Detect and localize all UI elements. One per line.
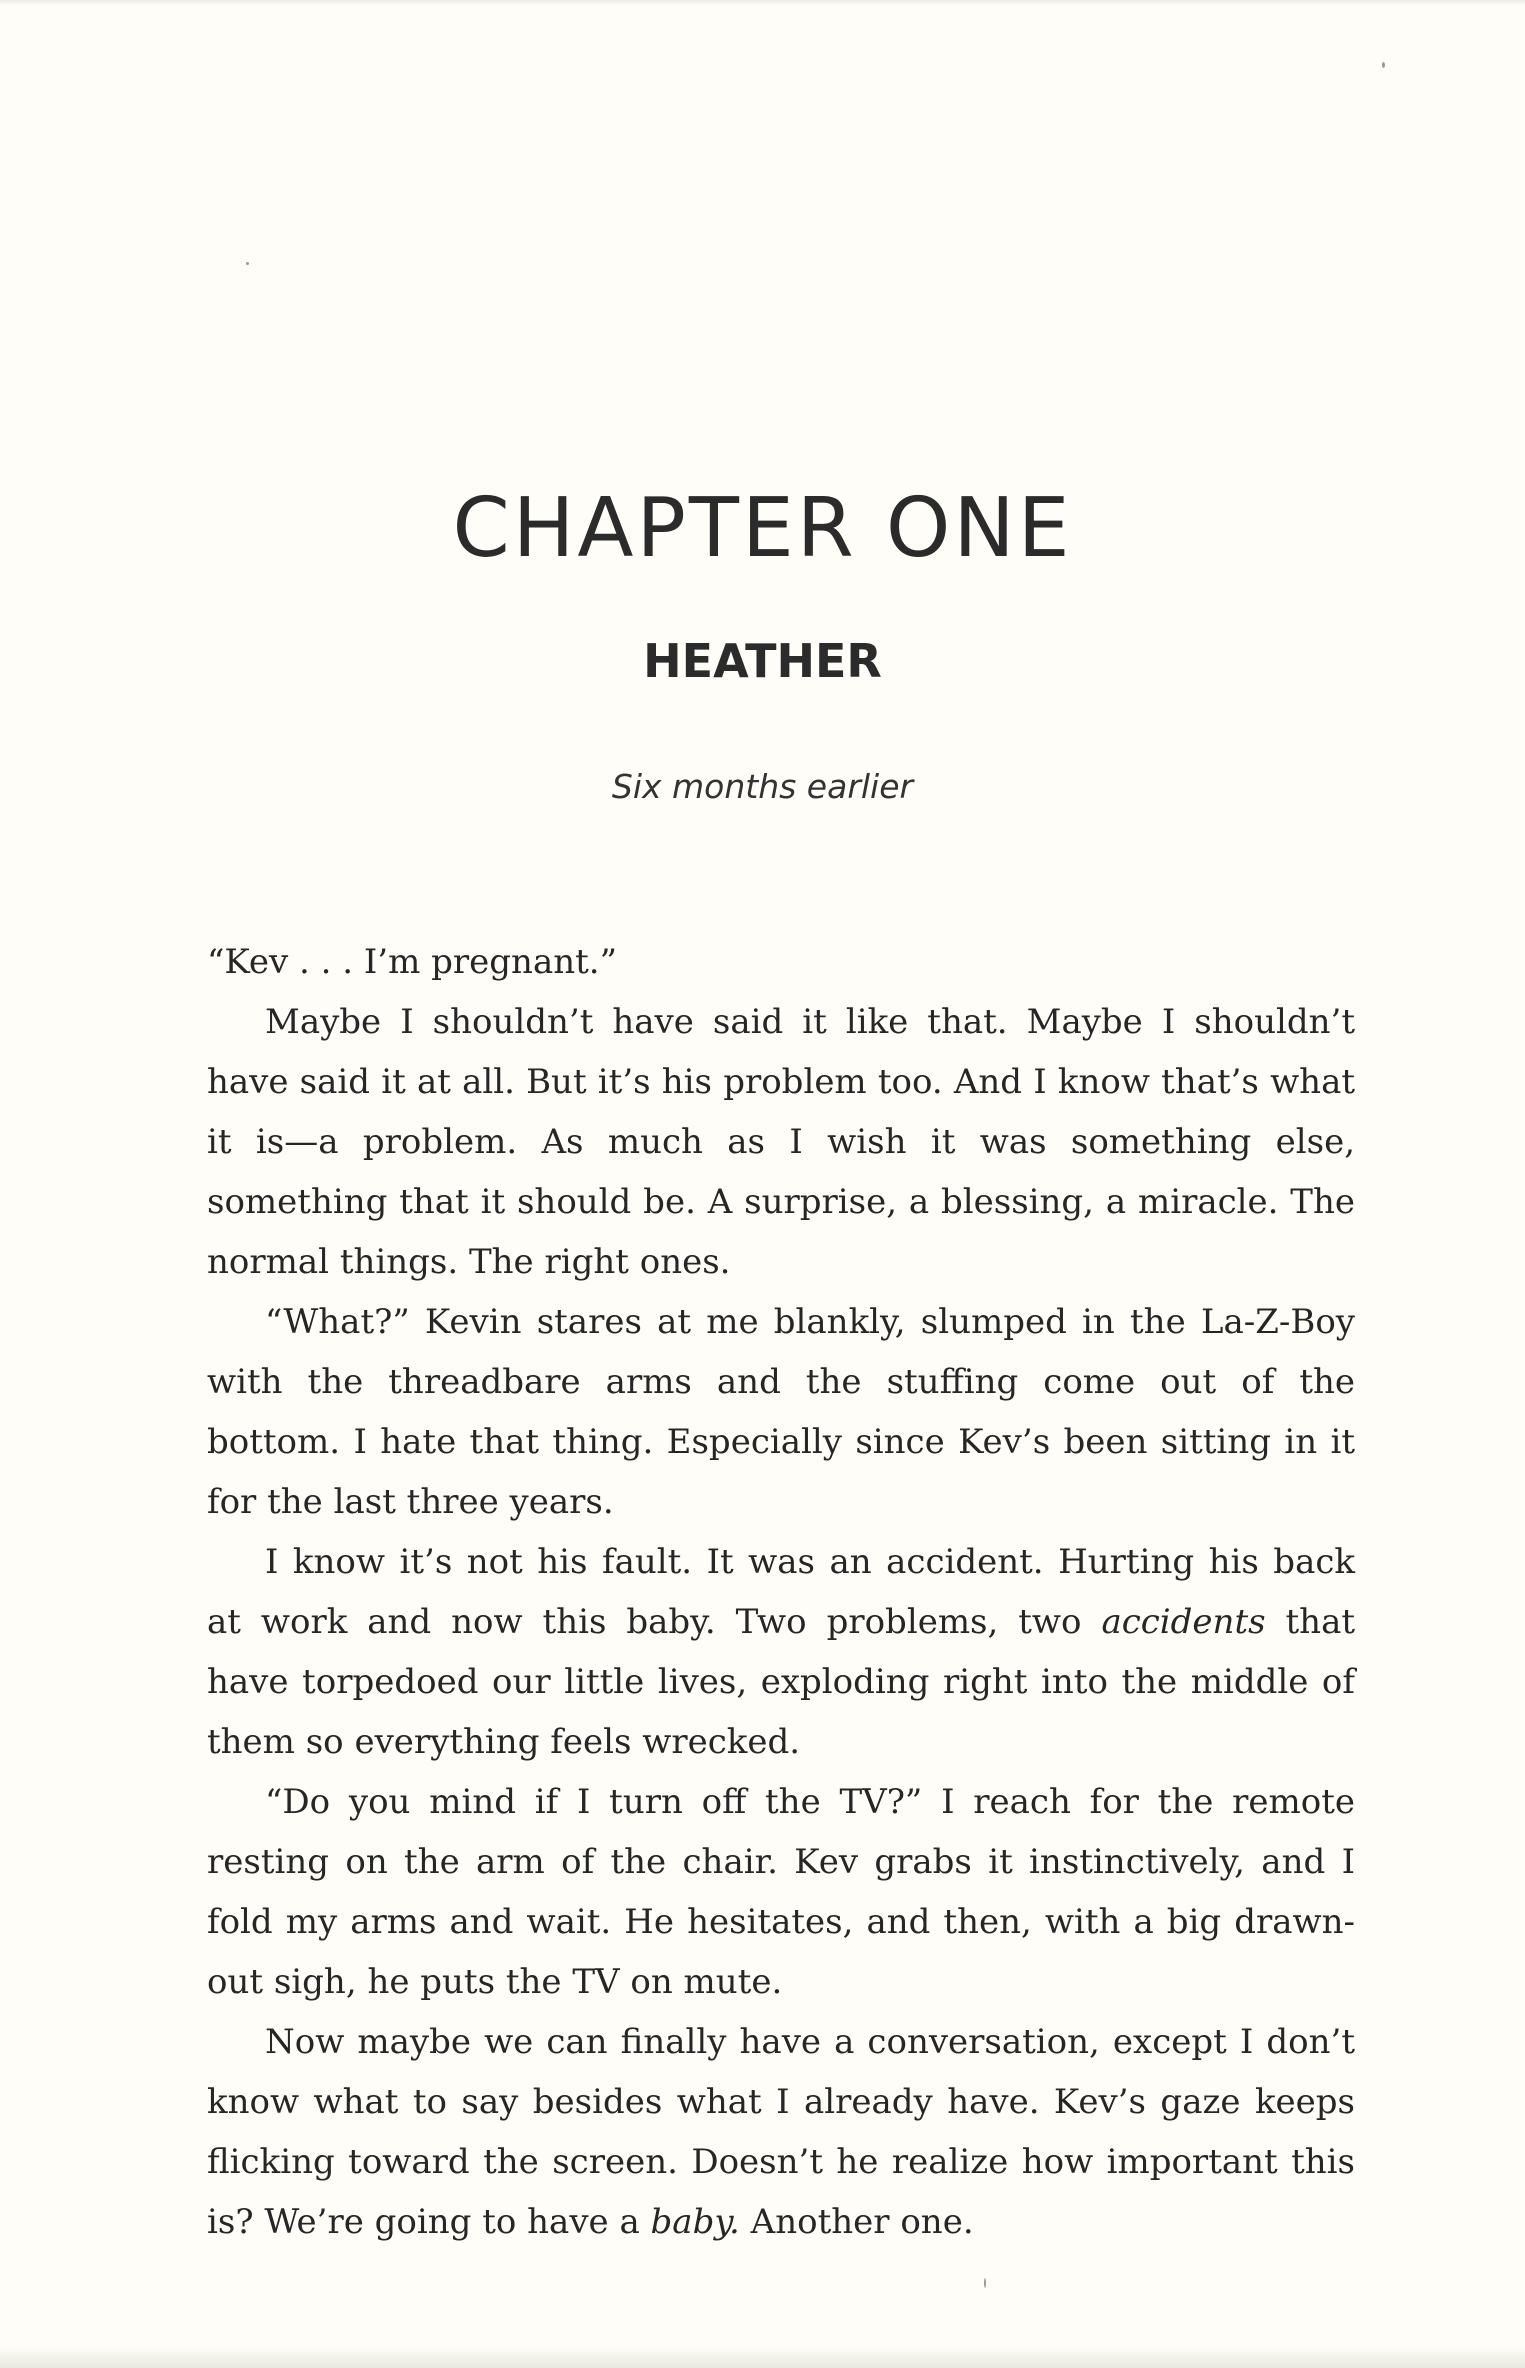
paragraph-6-text-b: Another one. [739,2202,974,2242]
chapter-title: CHAPTER ONE [452,481,1073,576]
paragraph-4-emphasis: accidents [1101,1602,1266,1642]
scan-edge-bottom [0,2346,1525,2368]
paragraph-2: Maybe I shouldn’t have said it like that. Maybe I shouldn’t have said it at all. But it’s his problem too. And I know that’s what it is—a problem. As much as I wish it was something else, something that it should be. A surprise, a blessing, a miracle. The normal things. The right ones. [207,1002,1355,1282]
scan-speck [1382,62,1385,68]
paragraph-4 [207,1532,1355,1772]
scan-edge-top [0,0,1525,6]
paragraph-4-text-b: that have torpedoed our little lives, exploding right into the middle of them so everything feels wrecked. [207,1602,1355,1762]
paragraph-6-text-a: Now maybe we can finally have a conversation, except I don’t know what to say besides what I already have. Kev’s gaze keeps flicking toward the screen. Doesn’t he realize how important this is? We’re going to have a [207,2022,1355,2242]
scan-speck [984,2278,986,2288]
paragraph-6-emphasis: baby. [650,2202,740,2242]
paragraph-5: “Do you mind if I turn off the TV?” I reach for the remote resting on the arm of the chair. Kev grabs it instinctively, and I fold my arms and wait. He hesitates, and then, with a big drawn-out sigh, he puts the TV on mute. [207,1782,1355,2002]
chapter-body [207,932,1355,2252]
timeframe-subtitle: Six months earlier [611,767,914,806]
paragraph-6 [207,2012,1355,2252]
scan-speck [246,262,249,265]
paragraph-3: “What?” Kevin stares at me blankly, slumped in the La-Z-Boy with the threadbare arms and the stuffing come out of the bottom. I hate that thing. Especially since Kev’s been sitting in it for the last three years. [207,1302,1355,1522]
paragraph-4-text-a: I know it’s not his fault. It was an accident. Hurting his back at work and now this baby. Two problems, two [207,1542,1355,1642]
paragraph-1: “Kev . . . I’m pregnant.” [207,942,617,982]
narrator-name: HEATHER [643,634,882,688]
